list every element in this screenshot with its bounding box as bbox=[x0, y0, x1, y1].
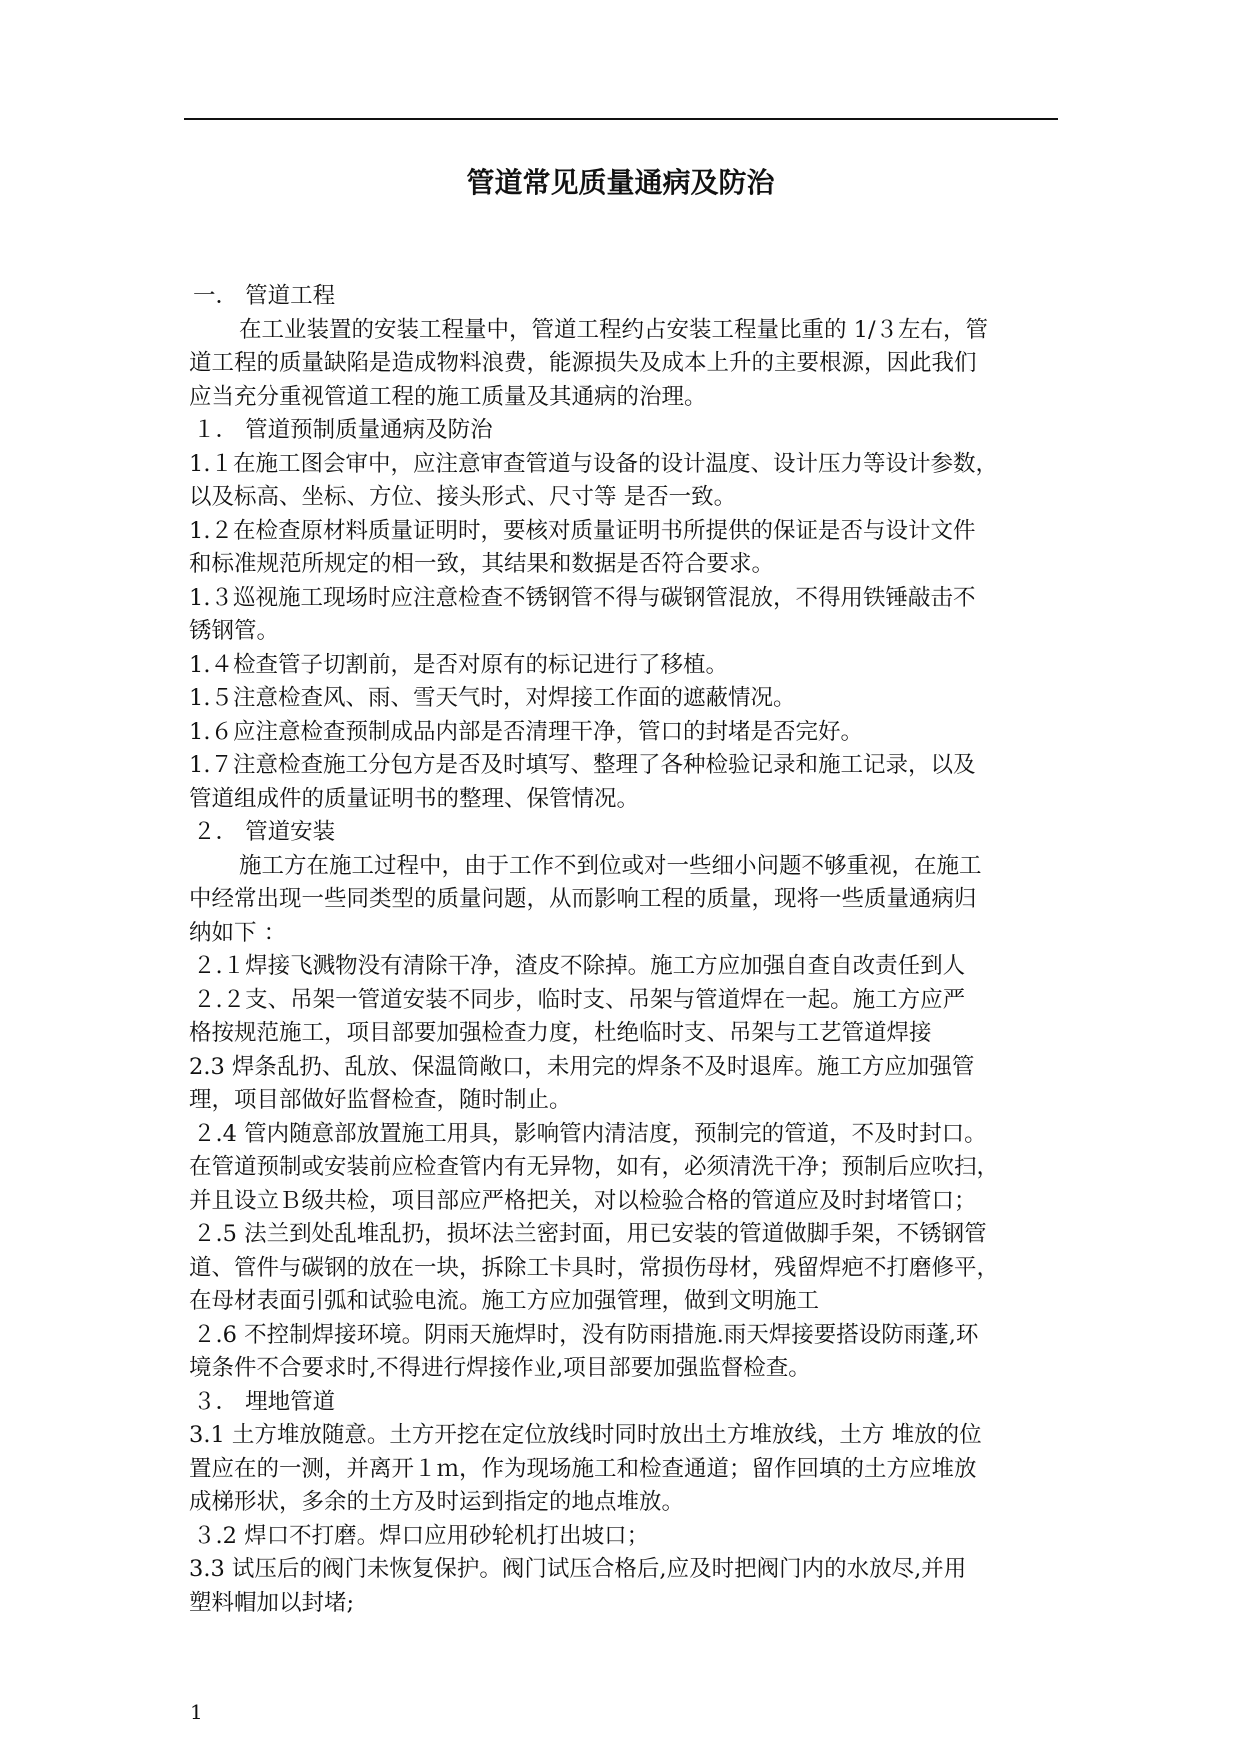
paragraph-line: 置应在的一测，并离开１ｍ，作为现场施工和检查通道；留作回填的土方应堆放 bbox=[189, 1455, 977, 1482]
paragraph-line: 应当充分重视管道工程的施工质量及其通病的治理。 bbox=[189, 383, 707, 410]
paragraph-line: ２.２支、吊架一管道安装不同步，临时支、吊架与管道焊在一起。施工方应严 bbox=[193, 986, 966, 1013]
paragraph-line: 成梯形状，多余的土方及时运到指定的地点堆放。 bbox=[189, 1489, 685, 1515]
paragraph-line: 并且设立Ｂ级共检，项目部应严格把关，对以检验合格的管道应及时封堵管口； bbox=[189, 1187, 977, 1214]
paragraph-line: ２.4 管内随意部放置施工用具，影响管内清洁度，预制完的管道，不及时封口。 bbox=[193, 1120, 987, 1147]
paragraph-line: 2.3 焊条乱扔、乱放、保温筒敞口，未用完的焊条不及时退库。施工方应加强管 bbox=[189, 1053, 975, 1080]
paragraph-line: ２.5 法兰到处乱堆乱扔，损坏法兰密封面，用已安装的管道做脚手架，不锈钢管 bbox=[193, 1221, 987, 1247]
paragraph-line: 1.６应注意检查预制成品内部是否清理干净，管口的封堵是否完好。 bbox=[189, 718, 863, 745]
paragraph-line: 1.４检查管子切割前，是否对原有的标记进行了移植。 bbox=[189, 651, 728, 678]
document-title: 管道常见质量通病及防治 bbox=[466, 166, 775, 199]
paragraph-line: 1.２在检查原材料质量证明时，要核对质量证明书所提供的保证是否与设计文件 bbox=[189, 517, 976, 544]
paragraph-line: 境条件不合要求时,不得进行焊接作业,项目部要加强监督检查。 bbox=[189, 1355, 811, 1381]
paragraph-line: 道工程的质量缺陷是造成物料浪费，能源损失及成本上升的主要根源，因此我们 bbox=[189, 350, 977, 376]
paragraph-line: 格按规范施工，项目部要加强检查力度，杜绝临时支、吊架与工艺管道焊接 bbox=[189, 1020, 932, 1046]
paragraph-line: 1.１在施工图会审中，应注意审查管道与设备的设计温度、设计压力等设计参数， bbox=[189, 450, 998, 477]
paragraph-line: 管道组成件的质量证明书的整理、保管情况。 bbox=[189, 785, 640, 812]
page-number: 1 bbox=[190, 1700, 203, 1724]
paragraph-line: 1.７注意检查施工分包方是否及时填写、整理了各种检验记录和施工记录，以及 bbox=[189, 752, 976, 778]
paragraph-line: ３.2 焊口不打磨。焊口应用砂轮机打出坡口； bbox=[193, 1522, 650, 1549]
paragraph-line: 施工方在施工过程中，由于工作不到位或对一些细小问题不够重视，在施工 bbox=[239, 852, 982, 879]
paragraph-line: 在母材表面引弧和试验电流。施工方应加强管理，做到文明施工 bbox=[189, 1288, 820, 1314]
paragraph-line: 以及标高、坐标、方位、接头形式、尺寸等 是否一致。 bbox=[189, 484, 737, 510]
paragraph-line: 和标准规范所规定的相一致，其结果和数据是否符合要求。 bbox=[189, 551, 775, 577]
top-rule bbox=[184, 118, 1058, 120]
paragraph-line: 塑料帽加以封堵; bbox=[189, 1589, 355, 1616]
paragraph-line: 理，项目部做好监督检查，随时制止。 bbox=[189, 1087, 572, 1113]
paragraph-line: 道、管件与碳钢的放在一块，拆除工卡具时，常损伤母材，残留焊疤不打磨修平， bbox=[189, 1254, 1000, 1281]
paragraph-line: 1.３巡视施工现场时应注意检查不锈钢管不得与碳钢管混放，不得用铁锤敲击不 bbox=[189, 584, 976, 611]
paragraph-line: 1.５注意检查风、雨、雪天气时，对焊接工作面的遮蔽情况。 bbox=[189, 685, 796, 711]
paragraph-line: 3.3 试压后的阀门未恢复保护。阀门试压合格后,应及时把阀门内的水放尽,并用 bbox=[189, 1556, 967, 1582]
paragraph-line: 3.1 土方堆放随意。土方开挖在定位放线时同时放出土方堆放线，土方 堆放的位 bbox=[189, 1422, 982, 1448]
paragraph-line: 中经常出现一些同类型的质量问题，从而影响工程的质量，现将一些质量通病归 bbox=[189, 886, 977, 912]
paragraph-line: 纳如下 ： bbox=[189, 919, 287, 946]
paragraph-line: 在管道预制或安装前应检查管内有无异物，如有，必须清洗干净；预制后应吹扫， bbox=[189, 1154, 1000, 1180]
paragraph-line: 锈钢管。 bbox=[189, 618, 280, 644]
document-body bbox=[189, 280, 1049, 1620]
paragraph-line: ２.１焊接飞溅物没有清除干净，渣皮不除掉。施工方应加强自查自改责任到人 bbox=[193, 953, 966, 979]
subsection-heading: １． 管道预制质量通病及防治 bbox=[193, 417, 493, 443]
subsection-heading: ３． 埋地管道 bbox=[193, 1388, 336, 1415]
paragraph-line: 在工业装置的安装工程量中，管道工程约占安装工程量比重的 1/３左右，管 bbox=[239, 316, 989, 343]
paragraph-line: ２.6 不控制焊接环境。阴雨天施焊时，没有防雨措施.雨天焊接要搭设防雨蓬,环 bbox=[193, 1321, 979, 1348]
subsection-heading: ２． 管道安装 bbox=[193, 819, 336, 845]
section-heading: 一． 管道工程 bbox=[193, 283, 336, 309]
